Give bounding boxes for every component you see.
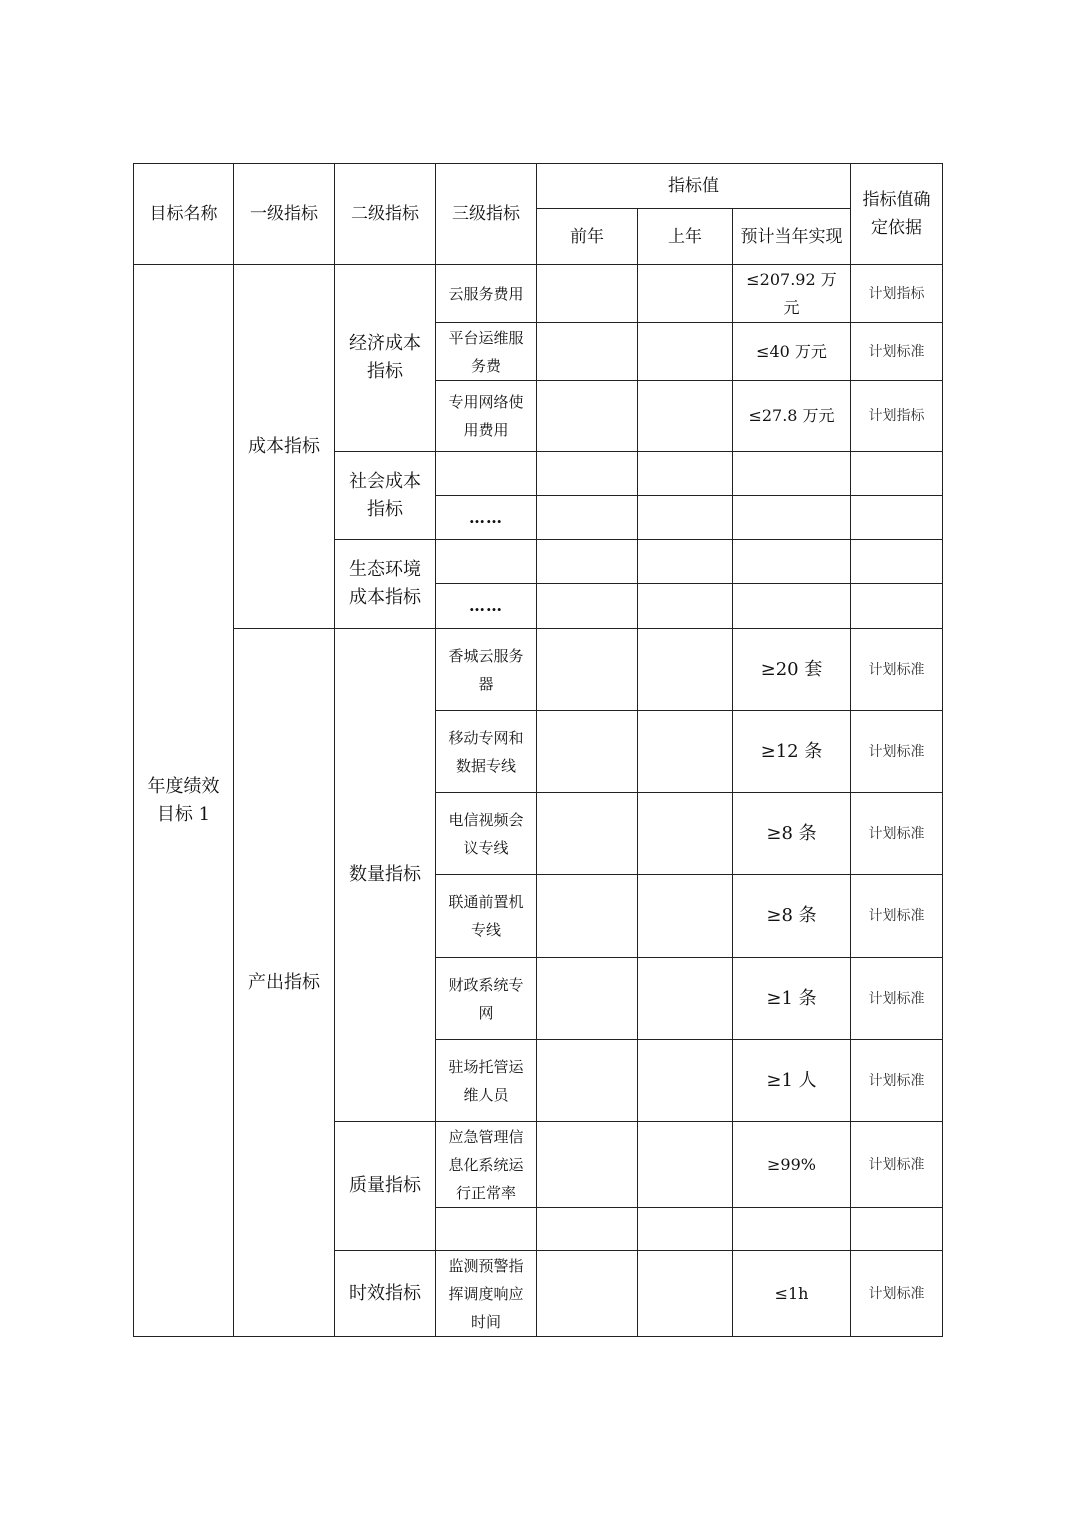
last-year-cell	[638, 1208, 733, 1251]
level2-quality: 质量指标	[335, 1122, 436, 1251]
level3-ellipsis: ……	[436, 584, 537, 629]
last-year-cell	[638, 381, 733, 452]
prev-year-cell	[537, 381, 638, 452]
level3-ellipsis: ……	[436, 496, 537, 540]
level3-name: 专用网络使用费用	[436, 381, 537, 452]
expected-value: ≥99%	[733, 1122, 851, 1208]
expected-value: ≥1 条	[733, 958, 851, 1040]
basis-cell: 计划标准	[851, 711, 943, 793]
prev-year-cell	[537, 452, 638, 496]
performance-indicator-table	[133, 163, 943, 1337]
prev-year-cell	[537, 496, 638, 540]
basis-cell: 计划标准	[851, 958, 943, 1040]
basis-cell	[851, 452, 943, 496]
header-expected-current: 预计当年实现	[733, 209, 851, 265]
expected-value	[733, 452, 851, 496]
basis-cell: 计划标准	[851, 323, 943, 381]
basis-cell: 计划标准	[851, 1040, 943, 1122]
last-year-cell	[638, 452, 733, 496]
expected-value	[733, 584, 851, 629]
prev-year-cell	[537, 1122, 638, 1208]
basis-cell: 计划指标	[851, 381, 943, 452]
last-year-cell	[638, 584, 733, 629]
level2-quantity: 数量指标	[335, 629, 436, 1122]
basis-cell: 计划标准	[851, 793, 943, 875]
level3-empty	[436, 540, 537, 584]
last-year-cell	[638, 629, 733, 711]
expected-value	[733, 540, 851, 584]
expected-value: ≤1h	[733, 1251, 851, 1337]
last-year-cell	[638, 540, 733, 584]
basis-cell: 计划标准	[851, 875, 943, 958]
expected-value: ≥12 条	[733, 711, 851, 793]
level3-empty	[436, 452, 537, 496]
last-year-cell	[638, 1122, 733, 1208]
expected-value: ≥20 套	[733, 629, 851, 711]
last-year-cell	[638, 265, 733, 323]
expected-value: ≤27.8 万元	[733, 381, 851, 452]
expected-value: ≤207.92 万元	[733, 265, 851, 323]
level3-name: 云服务费用	[436, 265, 537, 323]
level3-name: 移动专网和数据专线	[436, 711, 537, 793]
header-level3: 三级指标	[436, 164, 537, 265]
level3-name: 联通前置机专线	[436, 875, 537, 958]
prev-year-cell	[537, 958, 638, 1040]
level3-name: 驻场托管运维人员	[436, 1040, 537, 1122]
expected-value	[733, 1208, 851, 1251]
basis-cell: 计划标准	[851, 629, 943, 711]
expected-value: ≥8 条	[733, 875, 851, 958]
expected-value: ≥8 条	[733, 793, 851, 875]
last-year-cell	[638, 323, 733, 381]
level2-eco-cost: 生态环境成本指标	[335, 540, 436, 629]
basis-cell: 计划指标	[851, 265, 943, 323]
prev-year-cell	[537, 1208, 638, 1251]
header-level2: 二级指标	[335, 164, 436, 265]
header-last-year: 上年	[638, 209, 733, 265]
last-year-cell	[638, 793, 733, 875]
prev-year-cell	[537, 584, 638, 629]
prev-year-cell	[537, 1251, 638, 1337]
last-year-cell	[638, 711, 733, 793]
level3-name: 监测预警指挥调度响应时间	[436, 1251, 537, 1337]
level2-social-cost: 社会成本指标	[335, 452, 436, 540]
level1-cost: 成本指标	[234, 265, 335, 629]
header-indicator-value: 指标值	[537, 164, 851, 209]
level3-empty	[436, 1208, 537, 1251]
last-year-cell	[638, 1251, 733, 1337]
expected-value: ≥1 人	[733, 1040, 851, 1122]
last-year-cell	[638, 1040, 733, 1122]
last-year-cell	[638, 958, 733, 1040]
basis-cell: 计划标准	[851, 1251, 943, 1337]
basis-cell	[851, 584, 943, 629]
level1-output: 产出指标	[234, 629, 335, 1337]
header-basis: 指标值确定依据	[851, 164, 943, 265]
prev-year-cell	[537, 265, 638, 323]
level3-name: 应急管理信息化系统运行正常率	[436, 1122, 537, 1208]
basis-cell	[851, 540, 943, 584]
basis-cell: 计划标准	[851, 1122, 943, 1208]
level3-name: 香城云服务器	[436, 629, 537, 711]
last-year-cell	[638, 875, 733, 958]
prev-year-cell	[537, 540, 638, 584]
expected-value: ≤40 万元	[733, 323, 851, 381]
header-goal-name: 目标名称	[134, 164, 234, 265]
prev-year-cell	[537, 323, 638, 381]
prev-year-cell	[537, 875, 638, 958]
prev-year-cell	[537, 711, 638, 793]
basis-cell	[851, 1208, 943, 1251]
last-year-cell	[638, 496, 733, 540]
level2-economic-cost: 经济成本指标	[335, 265, 436, 452]
level3-name: 电信视频会议专线	[436, 793, 537, 875]
level3-name: 财政系统专网	[436, 958, 537, 1040]
level2-timeliness: 时效指标	[335, 1251, 436, 1337]
basis-cell	[851, 496, 943, 540]
header-prev-year: 前年	[537, 209, 638, 265]
header-level1: 一级指标	[234, 164, 335, 265]
level3-name: 平台运维服务费	[436, 323, 537, 381]
expected-value	[733, 496, 851, 540]
prev-year-cell	[537, 1040, 638, 1122]
goal-name-cell: 年度绩效目标 1	[134, 265, 234, 1337]
prev-year-cell	[537, 629, 638, 711]
prev-year-cell	[537, 793, 638, 875]
